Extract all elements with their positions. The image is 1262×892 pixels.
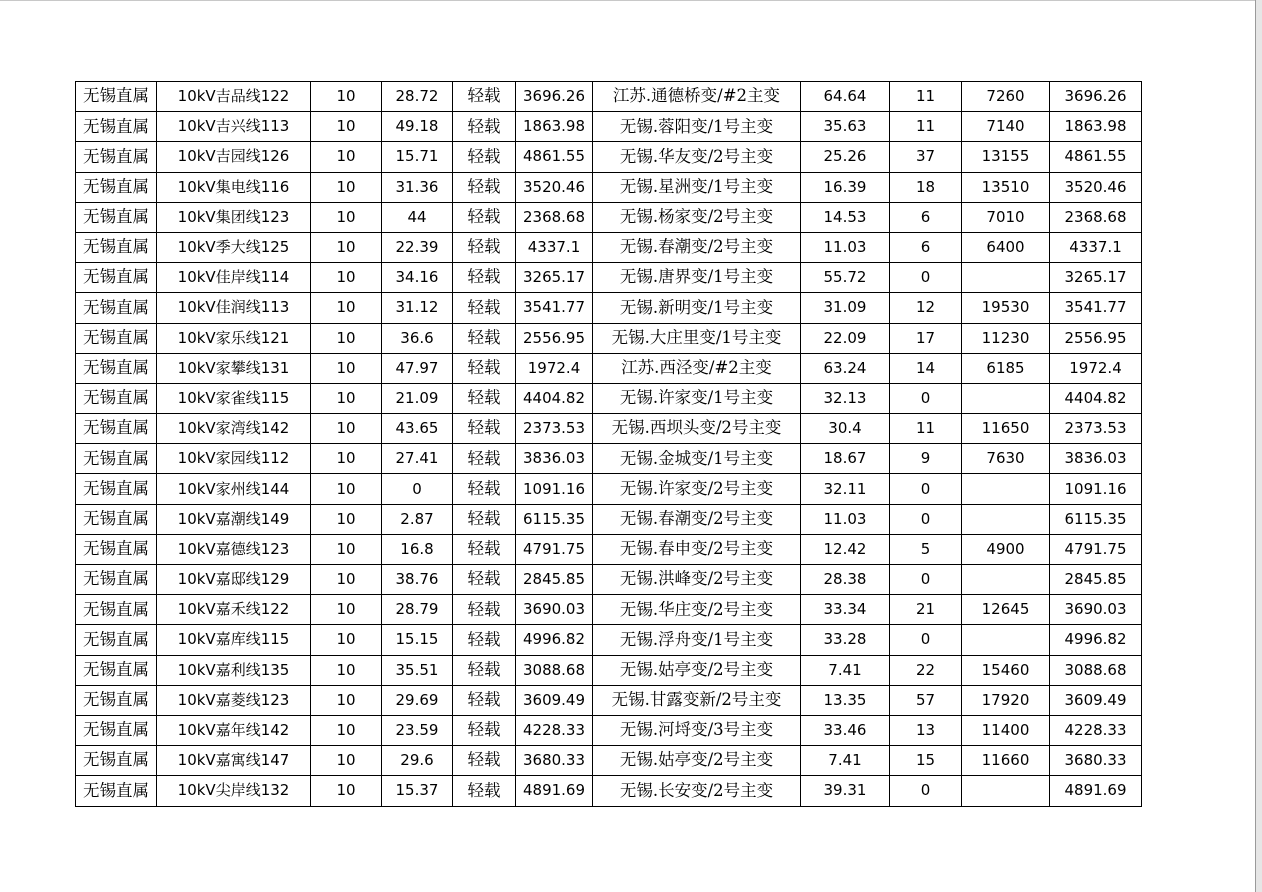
line-name-cell: 10kV嘉菱线123: [157, 685, 311, 715]
line-name-cell: 10kV吉兴线113: [157, 112, 311, 142]
distribution-capacity-cell: 7630: [962, 444, 1050, 474]
line-name-cell: 10kV家园线112: [157, 444, 311, 474]
transformer-cell: 无锡.蓉阳变/1号主变: [593, 112, 801, 142]
available-capacity-cell: 4337.1: [1050, 232, 1142, 262]
transformer-load-cell: 7.41: [801, 655, 890, 685]
voltage-cell: 10: [311, 82, 382, 112]
available-capacity-cell: 4891.69: [1050, 776, 1142, 806]
load-rate-cell: 0: [382, 474, 453, 504]
load-status-cell: 轻载: [453, 353, 516, 383]
transformer-load-cell: 30.4: [801, 414, 890, 444]
page-right-edge: [1255, 0, 1262, 892]
load-status-cell: 轻载: [453, 565, 516, 595]
page-top-border: [0, 0, 1262, 1]
available-capacity-cell: 2556.95: [1050, 323, 1142, 353]
table-body: [76, 82, 1142, 807]
available-capacity-cell: 3690.03: [1050, 595, 1142, 625]
capacity-cell: 4228.33: [516, 715, 593, 745]
transformer-cell: 无锡.浮舟变/1号主变: [593, 625, 801, 655]
distribution-capacity-cell: [962, 504, 1050, 534]
table-row: [76, 715, 1142, 745]
company-cell: 无锡直属: [76, 565, 157, 595]
load-status-cell: 轻载: [453, 655, 516, 685]
voltage-cell: 10: [311, 685, 382, 715]
transformer-cell: 无锡.大庄里变/1号主变: [593, 323, 801, 353]
line-name-cell: 10kV佳润线113: [157, 293, 311, 323]
load-rate-cell: 29.69: [382, 685, 453, 715]
load-rate-cell: 15.15: [382, 625, 453, 655]
available-capacity-cell: 1972.4: [1050, 353, 1142, 383]
company-cell: 无锡直属: [76, 232, 157, 262]
voltage-cell: 10: [311, 565, 382, 595]
transformer-load-cell: 32.13: [801, 383, 890, 413]
company-cell: 无锡直属: [76, 776, 157, 806]
table-row: [76, 685, 1142, 715]
transformer-cell: 无锡.西坝头变/2号主变: [593, 414, 801, 444]
load-status-cell: 轻载: [453, 263, 516, 293]
available-capacity-cell: 3541.77: [1050, 293, 1142, 323]
company-cell: 无锡直属: [76, 685, 157, 715]
capacity-cell: 3836.03: [516, 444, 593, 474]
transformer-cell: 无锡.姑亭变/2号主变: [593, 746, 801, 776]
table-row: [76, 746, 1142, 776]
capacity-cell: 2368.68: [516, 202, 593, 232]
available-capacity-cell: 4861.55: [1050, 142, 1142, 172]
line-name-cell: 10kV嘉年线142: [157, 715, 311, 745]
count-cell: 57: [890, 685, 962, 715]
company-cell: 无锡直属: [76, 595, 157, 625]
count-cell: 0: [890, 504, 962, 534]
distribution-capacity-cell: 7260: [962, 82, 1050, 112]
capacity-cell: 4861.55: [516, 142, 593, 172]
capacity-cell: 4404.82: [516, 383, 593, 413]
line-name-cell: 10kV家州线144: [157, 474, 311, 504]
transformer-load-cell: 18.67: [801, 444, 890, 474]
load-rate-cell: 44: [382, 202, 453, 232]
voltage-cell: 10: [311, 715, 382, 745]
capacity-cell: 3690.03: [516, 595, 593, 625]
distribution-capacity-cell: 17920: [962, 685, 1050, 715]
distribution-capacity-cell: 19530: [962, 293, 1050, 323]
load-status-cell: 轻载: [453, 383, 516, 413]
line-name-cell: 10kV尖岸线132: [157, 776, 311, 806]
capacity-cell: 3088.68: [516, 655, 593, 685]
load-status-cell: 轻载: [453, 715, 516, 745]
load-rate-cell: 28.79: [382, 595, 453, 625]
company-cell: 无锡直属: [76, 534, 157, 564]
load-rate-cell: 35.51: [382, 655, 453, 685]
load-status-cell: 轻载: [453, 444, 516, 474]
count-cell: 17: [890, 323, 962, 353]
transformer-load-cell: 28.38: [801, 565, 890, 595]
table-row: [76, 414, 1142, 444]
available-capacity-cell: 1091.16: [1050, 474, 1142, 504]
table-row: [76, 202, 1142, 232]
line-name-cell: 10kV集电线116: [157, 172, 311, 202]
distribution-capacity-cell: 7010: [962, 202, 1050, 232]
load-status-cell: 轻载: [453, 595, 516, 625]
load-rate-cell: 2.87: [382, 504, 453, 534]
table-row: [76, 232, 1142, 262]
load-status-cell: 轻载: [453, 776, 516, 806]
voltage-cell: 10: [311, 383, 382, 413]
transformer-cell: 无锡.星洲变/1号主变: [593, 172, 801, 202]
line-name-cell: 10kV嘉潮线149: [157, 504, 311, 534]
transformer-load-cell: 33.28: [801, 625, 890, 655]
count-cell: 11: [890, 414, 962, 444]
distribution-capacity-cell: [962, 565, 1050, 595]
available-capacity-cell: 3265.17: [1050, 263, 1142, 293]
distribution-capacity-cell: 12645: [962, 595, 1050, 625]
available-capacity-cell: 3836.03: [1050, 444, 1142, 474]
voltage-cell: 10: [311, 293, 382, 323]
transformer-cell: 无锡.河埒变/3号主变: [593, 715, 801, 745]
line-name-cell: 10kV吉品线122: [157, 82, 311, 112]
load-rate-cell: 21.09: [382, 383, 453, 413]
load-status-cell: 轻载: [453, 474, 516, 504]
load-status-cell: 轻载: [453, 82, 516, 112]
count-cell: 0: [890, 474, 962, 504]
table-row: [76, 474, 1142, 504]
load-rate-cell: 43.65: [382, 414, 453, 444]
line-name-cell: 10kV嘉禾线122: [157, 595, 311, 625]
voltage-cell: 10: [311, 142, 382, 172]
transformer-load-cell: 25.26: [801, 142, 890, 172]
table-row: [76, 504, 1142, 534]
voltage-cell: 10: [311, 112, 382, 142]
transformer-cell: 无锡.姑亭变/2号主变: [593, 655, 801, 685]
table-row: [76, 263, 1142, 293]
load-rate-cell: 38.76: [382, 565, 453, 595]
load-rate-cell: 47.97: [382, 353, 453, 383]
transformer-load-cell: 12.42: [801, 534, 890, 564]
transformer-cell: 无锡.许家变/1号主变: [593, 383, 801, 413]
company-cell: 无锡直属: [76, 263, 157, 293]
count-cell: 9: [890, 444, 962, 474]
voltage-cell: 10: [311, 444, 382, 474]
available-capacity-cell: 4228.33: [1050, 715, 1142, 745]
transformer-cell: 无锡.新明变/1号主变: [593, 293, 801, 323]
distribution-capacity-cell: 15460: [962, 655, 1050, 685]
load-rate-cell: 27.41: [382, 444, 453, 474]
line-name-cell: 10kV嘉邸线129: [157, 565, 311, 595]
transformer-load-cell: 11.03: [801, 232, 890, 262]
line-name-cell: 10kV家雀线115: [157, 383, 311, 413]
voltage-cell: 10: [311, 504, 382, 534]
voltage-cell: 10: [311, 534, 382, 564]
distribution-capacity-cell: 13510: [962, 172, 1050, 202]
count-cell: 14: [890, 353, 962, 383]
available-capacity-cell: 3088.68: [1050, 655, 1142, 685]
distribution-capacity-cell: [962, 776, 1050, 806]
capacity-cell: 6115.35: [516, 504, 593, 534]
available-capacity-cell: 2845.85: [1050, 565, 1142, 595]
voltage-cell: 10: [311, 232, 382, 262]
transformer-load-cell: 63.24: [801, 353, 890, 383]
voltage-cell: 10: [311, 263, 382, 293]
table-row: [76, 142, 1142, 172]
load-rate-cell: 28.72: [382, 82, 453, 112]
voltage-cell: 10: [311, 595, 382, 625]
load-status-cell: 轻载: [453, 112, 516, 142]
transformer-cell: 无锡.洪峰变/2号主变: [593, 565, 801, 595]
capacity-cell: 4891.69: [516, 776, 593, 806]
company-cell: 无锡直属: [76, 323, 157, 353]
company-cell: 无锡直属: [76, 444, 157, 474]
company-cell: 无锡直属: [76, 474, 157, 504]
line-name-cell: 10kV嘉德线123: [157, 534, 311, 564]
table-row: [76, 353, 1142, 383]
company-cell: 无锡直属: [76, 202, 157, 232]
capacity-cell: 3680.33: [516, 746, 593, 776]
transformer-cell: 无锡.春潮变/2号主变: [593, 504, 801, 534]
count-cell: 6: [890, 232, 962, 262]
available-capacity-cell: 4996.82: [1050, 625, 1142, 655]
company-cell: 无锡直属: [76, 625, 157, 655]
transformer-load-cell: 11.03: [801, 504, 890, 534]
count-cell: 0: [890, 263, 962, 293]
voltage-cell: 10: [311, 776, 382, 806]
count-cell: 0: [890, 565, 962, 595]
capacity-cell: 3609.49: [516, 685, 593, 715]
load-rate-cell: 16.8: [382, 534, 453, 564]
transformer-load-cell: 7.41: [801, 746, 890, 776]
capacity-cell: 1091.16: [516, 474, 593, 504]
load-status-cell: 轻载: [453, 746, 516, 776]
capacity-cell: 4337.1: [516, 232, 593, 262]
transformer-cell: 无锡.春潮变/2号主变: [593, 232, 801, 262]
load-rate-cell: 29.6: [382, 746, 453, 776]
line-name-cell: 10kV嘉寓线147: [157, 746, 311, 776]
load-rate-cell: 49.18: [382, 112, 453, 142]
load-status-cell: 轻载: [453, 504, 516, 534]
distribution-capacity-cell: [962, 263, 1050, 293]
transformer-load-cell: 32.11: [801, 474, 890, 504]
voltage-cell: 10: [311, 746, 382, 776]
count-cell: 37: [890, 142, 962, 172]
table-row: [76, 82, 1142, 112]
distribution-capacity-cell: 4900: [962, 534, 1050, 564]
count-cell: 0: [890, 383, 962, 413]
load-status-cell: 轻载: [453, 142, 516, 172]
company-cell: 无锡直属: [76, 353, 157, 383]
transformer-load-cell: 14.53: [801, 202, 890, 232]
count-cell: 21: [890, 595, 962, 625]
distribution-capacity-cell: 13155: [962, 142, 1050, 172]
available-capacity-cell: 4791.75: [1050, 534, 1142, 564]
transformer-load-cell: 13.35: [801, 685, 890, 715]
transformer-load-cell: 55.72: [801, 263, 890, 293]
load-status-cell: 轻载: [453, 534, 516, 564]
capacity-cell: 3696.26: [516, 82, 593, 112]
transformer-load-cell: 16.39: [801, 172, 890, 202]
table-row: [76, 625, 1142, 655]
voltage-cell: 10: [311, 625, 382, 655]
company-cell: 无锡直属: [76, 293, 157, 323]
company-cell: 无锡直属: [76, 504, 157, 534]
load-status-cell: 轻载: [453, 685, 516, 715]
line-name-cell: 10kV嘉利线135: [157, 655, 311, 685]
distribution-capacity-cell: 11400: [962, 715, 1050, 745]
count-cell: 22: [890, 655, 962, 685]
distribution-capacity-cell: 11230: [962, 323, 1050, 353]
load-status-cell: 轻载: [453, 414, 516, 444]
company-cell: 无锡直属: [76, 383, 157, 413]
transformer-cell: 无锡.唐界变/1号主变: [593, 263, 801, 293]
capacity-cell: 2845.85: [516, 565, 593, 595]
line-name-cell: 10kV佳岸线114: [157, 263, 311, 293]
load-rate-cell: 23.59: [382, 715, 453, 745]
line-name-cell: 10kV家攀线131: [157, 353, 311, 383]
voltage-cell: 10: [311, 172, 382, 202]
transformer-load-cell: 35.63: [801, 112, 890, 142]
distribution-capacity-cell: [962, 383, 1050, 413]
distribution-capacity-cell: 6185: [962, 353, 1050, 383]
company-cell: 无锡直属: [76, 112, 157, 142]
transformer-cell: 无锡.长安变/2号主变: [593, 776, 801, 806]
count-cell: 6: [890, 202, 962, 232]
transformer-load-cell: 64.64: [801, 82, 890, 112]
transformer-cell: 无锡.华庄变/2号主变: [593, 595, 801, 625]
capacity-cell: 1972.4: [516, 353, 593, 383]
table-row: [76, 565, 1142, 595]
company-cell: 无锡直属: [76, 82, 157, 112]
voltage-cell: 10: [311, 202, 382, 232]
line-name-cell: 10kV嘉库线115: [157, 625, 311, 655]
available-capacity-cell: 6115.35: [1050, 504, 1142, 534]
capacity-cell: 2373.53: [516, 414, 593, 444]
company-cell: 无锡直属: [76, 746, 157, 776]
capacity-cell: 3541.77: [516, 293, 593, 323]
load-rate-cell: 31.36: [382, 172, 453, 202]
load-rate-cell: 34.16: [382, 263, 453, 293]
transformer-cell: 江苏.西泾变/#2主变: [593, 353, 801, 383]
voltage-cell: 10: [311, 323, 382, 353]
available-capacity-cell: 1863.98: [1050, 112, 1142, 142]
count-cell: 0: [890, 776, 962, 806]
company-cell: 无锡直属: [76, 172, 157, 202]
available-capacity-cell: 4404.82: [1050, 383, 1142, 413]
voltage-cell: 10: [311, 353, 382, 383]
load-rate-cell: 22.39: [382, 232, 453, 262]
available-capacity-cell: 3696.26: [1050, 82, 1142, 112]
load-rate-cell: 15.37: [382, 776, 453, 806]
count-cell: 11: [890, 112, 962, 142]
capacity-cell: 4996.82: [516, 625, 593, 655]
distribution-capacity-cell: [962, 625, 1050, 655]
line-name-cell: 10kV家乐线121: [157, 323, 311, 353]
table-row: [76, 776, 1142, 806]
count-cell: 15: [890, 746, 962, 776]
available-capacity-cell: 2368.68: [1050, 202, 1142, 232]
capacity-cell: 3265.17: [516, 263, 593, 293]
transformer-load-cell: 39.31: [801, 776, 890, 806]
distribution-capacity-cell: 7140: [962, 112, 1050, 142]
count-cell: 18: [890, 172, 962, 202]
company-cell: 无锡直属: [76, 715, 157, 745]
load-status-cell: 轻载: [453, 625, 516, 655]
table-row: [76, 112, 1142, 142]
transformer-cell: 无锡.金城变/1号主变: [593, 444, 801, 474]
transformer-cell: 无锡.许家变/2号主变: [593, 474, 801, 504]
line-name-cell: 10kV集团线123: [157, 202, 311, 232]
available-capacity-cell: 3520.46: [1050, 172, 1142, 202]
table-row: [76, 293, 1142, 323]
load-status-cell: 轻载: [453, 293, 516, 323]
transformer-cell: 无锡.杨家变/2号主变: [593, 202, 801, 232]
available-capacity-cell: 2373.53: [1050, 414, 1142, 444]
voltage-cell: 10: [311, 474, 382, 504]
table-row: [76, 383, 1142, 413]
transformer-cell: 无锡.春申变/2号主变: [593, 534, 801, 564]
table-row: [76, 323, 1142, 353]
table-row: [76, 655, 1142, 685]
company-cell: 无锡直属: [76, 142, 157, 172]
load-status-cell: 轻载: [453, 323, 516, 353]
transformer-cell: 江苏.通德桥变/#2主变: [593, 82, 801, 112]
line-name-cell: 10kV吉园线126: [157, 142, 311, 172]
count-cell: 12: [890, 293, 962, 323]
available-capacity-cell: 3609.49: [1050, 685, 1142, 715]
load-rate-cell: 36.6: [382, 323, 453, 353]
available-capacity-cell: 3680.33: [1050, 746, 1142, 776]
distribution-capacity-cell: 11650: [962, 414, 1050, 444]
load-status-cell: 轻载: [453, 172, 516, 202]
table-row: [76, 444, 1142, 474]
load-status-cell: 轻载: [453, 202, 516, 232]
count-cell: 5: [890, 534, 962, 564]
line-name-cell: 10kV家湾线142: [157, 414, 311, 444]
voltage-cell: 10: [311, 414, 382, 444]
company-cell: 无锡直属: [76, 414, 157, 444]
transformer-load-cell: 22.09: [801, 323, 890, 353]
transformer-cell: 无锡.华友变/2号主变: [593, 142, 801, 172]
count-cell: 13: [890, 715, 962, 745]
table-row: [76, 595, 1142, 625]
transformer-load-cell: 33.46: [801, 715, 890, 745]
distribution-capacity-cell: 11660: [962, 746, 1050, 776]
line-name-cell: 10kV季大线125: [157, 232, 311, 262]
load-rate-cell: 15.71: [382, 142, 453, 172]
distribution-capacity-cell: 6400: [962, 232, 1050, 262]
company-cell: 无锡直属: [76, 655, 157, 685]
transformer-load-cell: 31.09: [801, 293, 890, 323]
table-row: [76, 534, 1142, 564]
capacity-cell: 2556.95: [516, 323, 593, 353]
count-cell: 0: [890, 625, 962, 655]
transformer-load-cell: 33.34: [801, 595, 890, 625]
feeder-load-table: [75, 81, 1142, 807]
capacity-cell: 3520.46: [516, 172, 593, 202]
capacity-cell: 1863.98: [516, 112, 593, 142]
capacity-cell: 4791.75: [516, 534, 593, 564]
distribution-capacity-cell: [962, 474, 1050, 504]
voltage-cell: 10: [311, 655, 382, 685]
transformer-cell: 无锡.甘露变新/2号主变: [593, 685, 801, 715]
table-row: [76, 172, 1142, 202]
load-status-cell: 轻载: [453, 232, 516, 262]
load-rate-cell: 31.12: [382, 293, 453, 323]
count-cell: 11: [890, 82, 962, 112]
